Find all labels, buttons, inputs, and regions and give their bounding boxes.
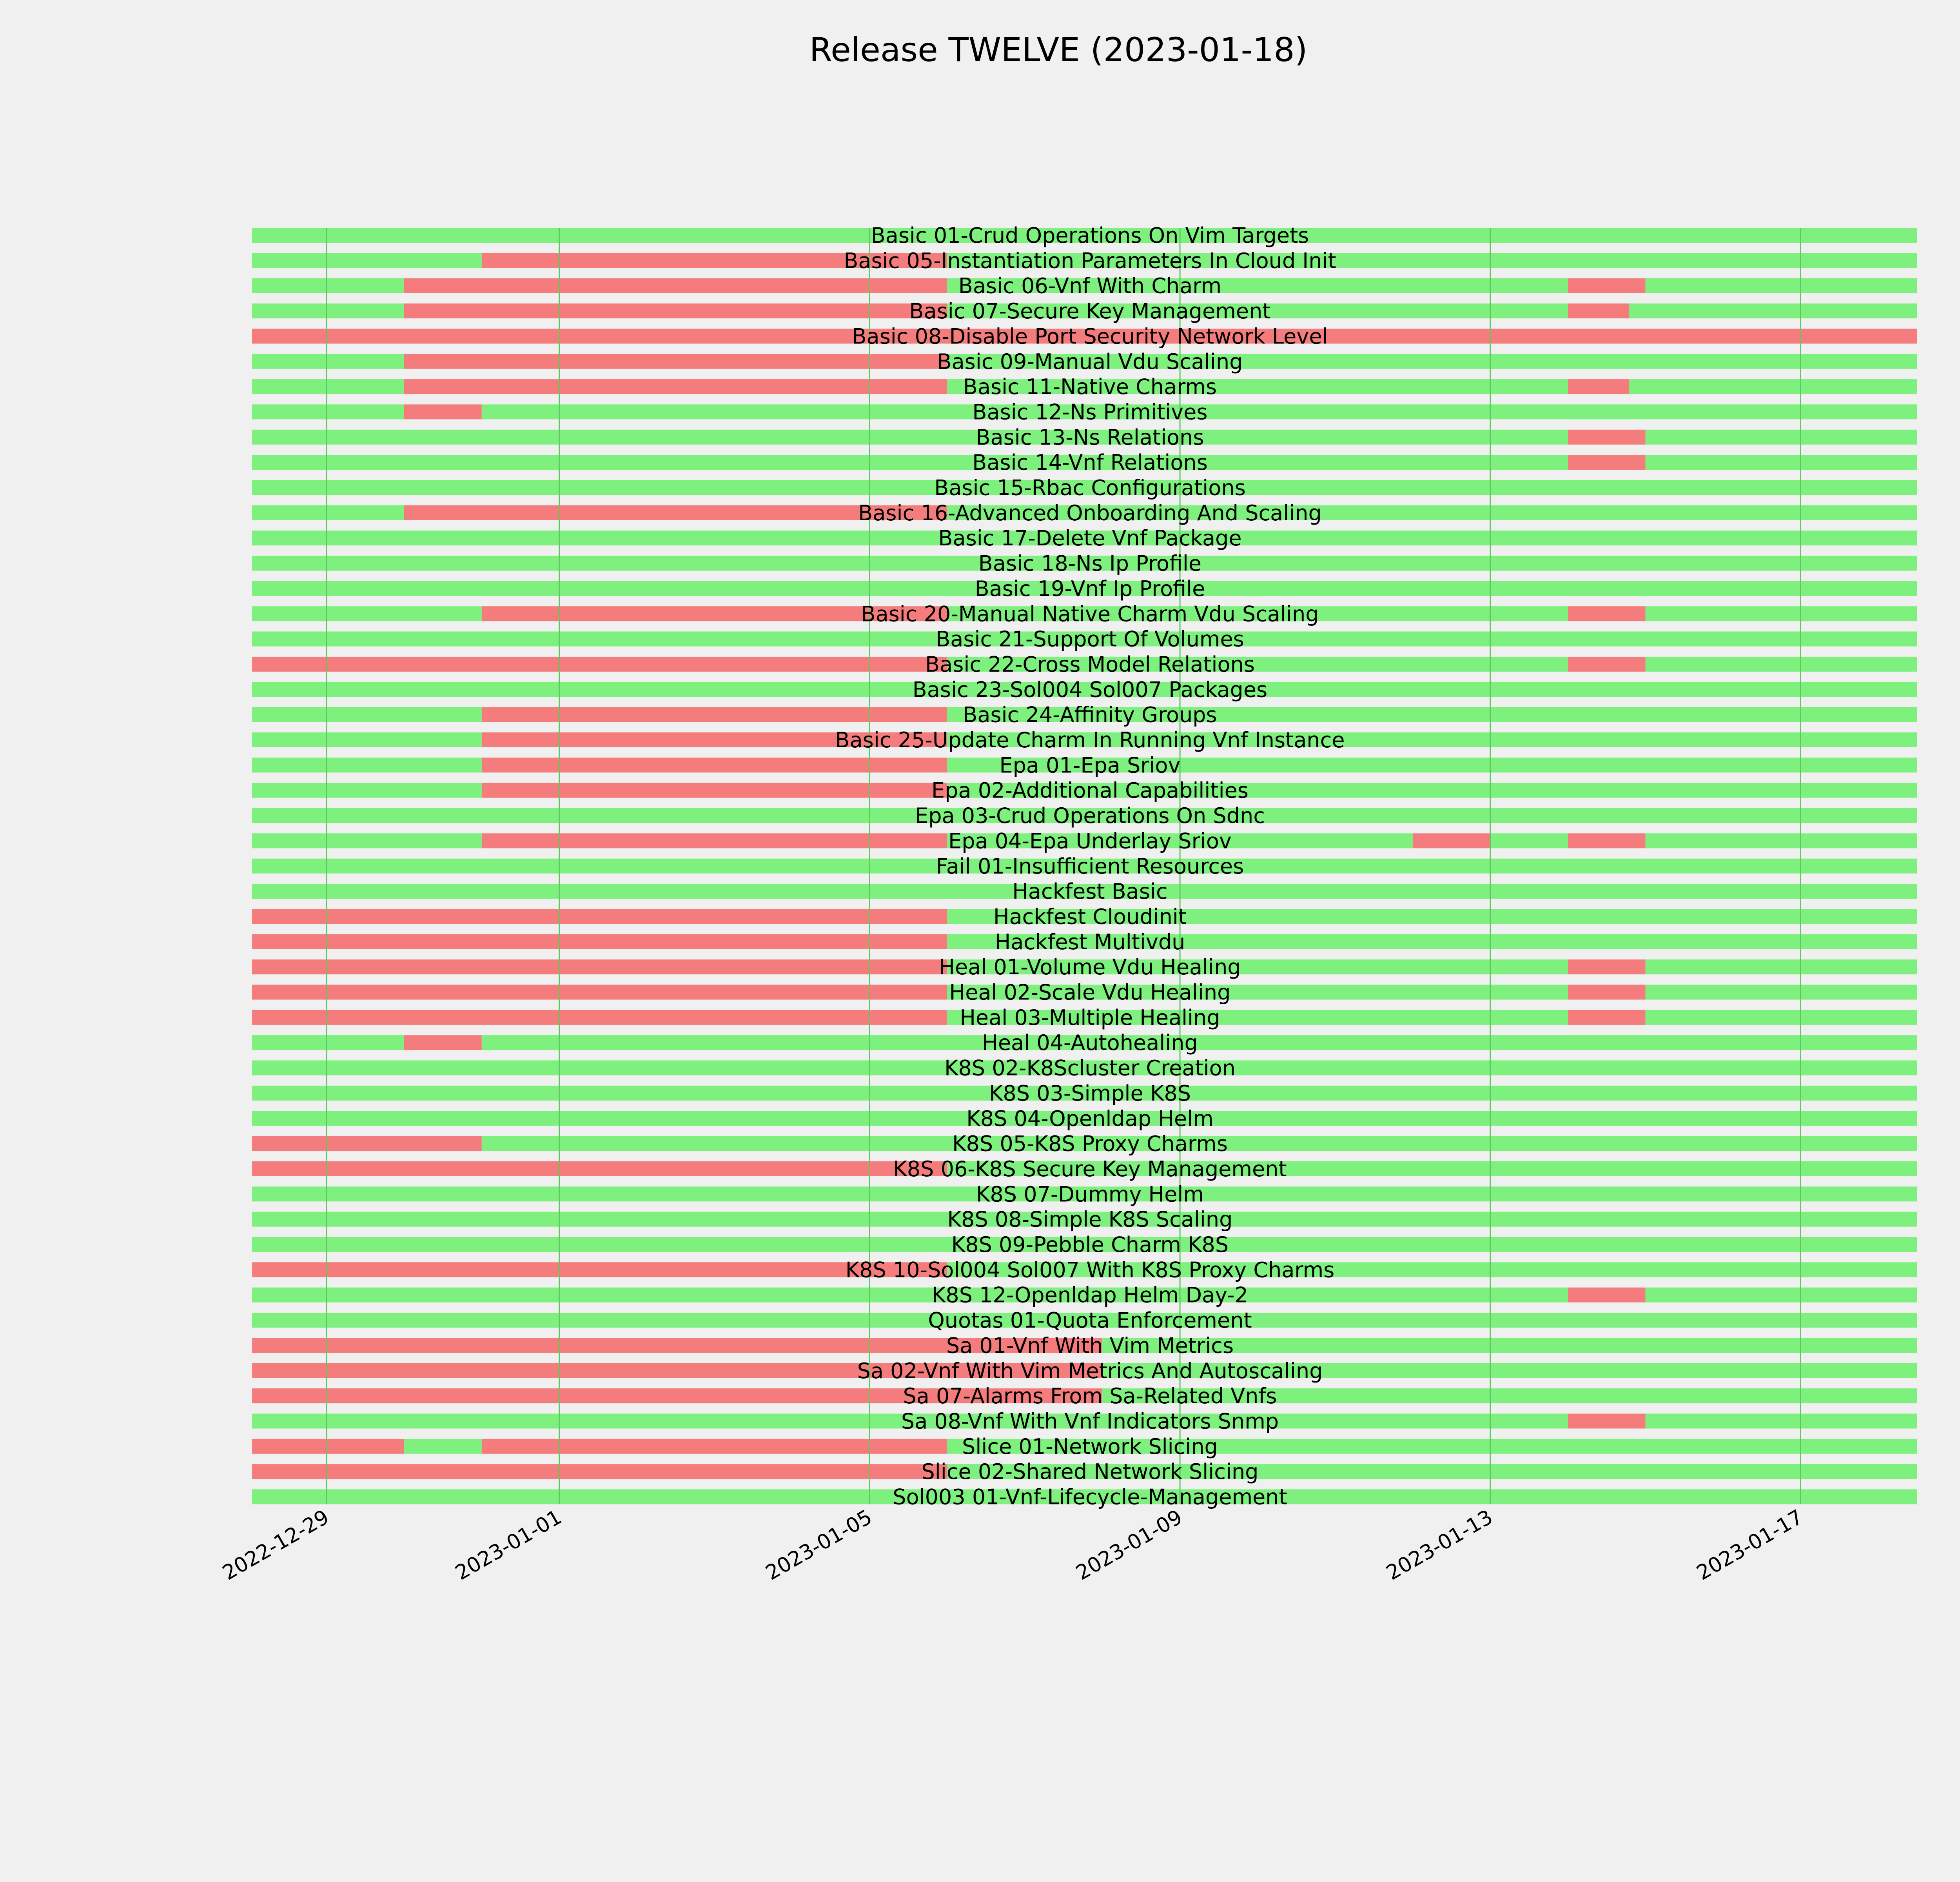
row-label: Basic 09-Manual Vdu Scaling — [937, 349, 1243, 374]
segment-fail — [1568, 1010, 1646, 1025]
x-tick-label: 2023-01-01 — [451, 1505, 566, 1585]
row-label: Sa 01-Vnf With Vim Metrics — [946, 1333, 1234, 1358]
segment-pass — [1646, 606, 1917, 621]
segment-fail — [252, 1010, 947, 1025]
segment-fail — [1568, 379, 1630, 394]
row-label: Basic 17-Delete Vnf Package — [938, 526, 1242, 551]
segment-fail — [1568, 1288, 1646, 1303]
row-label: Basic 18-Ns Ip Profile — [978, 551, 1202, 576]
row-label: Basic 22-Cross Model Relations — [925, 652, 1255, 677]
segment-pass — [252, 732, 482, 747]
segment-fail — [482, 1439, 947, 1454]
row-label: Epa 01-Epa Sriov — [999, 753, 1181, 778]
row-label: Basic 15-Rbac Configurations — [934, 475, 1246, 500]
segment-fail — [1413, 833, 1490, 848]
segment-pass — [252, 505, 404, 520]
segment-pass — [252, 1288, 1568, 1303]
segment-fail — [482, 707, 947, 722]
segment-fail — [482, 783, 947, 798]
row-label: Slice 01-Network Slicing — [962, 1434, 1218, 1459]
segment-fail — [1568, 959, 1646, 974]
segment-fail — [252, 1439, 404, 1454]
segment-fail — [1568, 455, 1646, 470]
row-label: Epa 02-Additional Capabilities — [931, 778, 1249, 803]
row-label: Basic 25-Update Charm In Running Vnf Instance — [835, 728, 1345, 752]
segment-pass — [1646, 959, 1917, 974]
segment-fail — [1568, 985, 1646, 1000]
segment-pass — [1646, 430, 1917, 445]
row-label: Basic 19-Vnf Ip Profile — [975, 576, 1205, 601]
segment-pass — [252, 253, 482, 268]
segment-fail — [1568, 657, 1646, 672]
row-label: Basic 21-Support Of Volumes — [936, 627, 1244, 652]
row-label: Basic 06-Vnf With Charm — [958, 273, 1222, 298]
segment-fail — [252, 657, 947, 672]
x-axis-ticks — [219, 1505, 1807, 1585]
segment-pass — [252, 833, 482, 848]
row-label: Sa 08-Vnf With Vnf Indicators Snmp — [901, 1409, 1279, 1434]
segment-pass — [252, 404, 404, 419]
row-label: Hackfest Cloudinit — [993, 904, 1187, 929]
segment-fail — [252, 1262, 947, 1277]
x-tick-label: 2023-01-13 — [1382, 1505, 1497, 1585]
segment-pass — [252, 606, 482, 621]
segment-pass — [1490, 833, 1568, 848]
row-label: Hackfest Multivdu — [995, 929, 1185, 954]
row-label: Basic 24-Affinity Groups — [963, 702, 1217, 727]
row-label: K8S 12-Openldap Helm Day-2 — [931, 1283, 1249, 1308]
row-label: Basic 01-Crud Operations On Vim Targets — [871, 223, 1309, 248]
segment-fail — [1568, 606, 1646, 621]
row-label: K8S 04-Openldap Helm — [966, 1106, 1214, 1131]
segment-fail — [252, 934, 947, 949]
segment-pass — [1646, 833, 1917, 848]
segment-pass — [252, 354, 404, 369]
segment-pass — [1646, 1010, 1917, 1025]
segment-pass — [1646, 455, 1917, 470]
segment-pass — [1646, 985, 1917, 1000]
segment-pass — [252, 707, 482, 722]
segment-fail — [1568, 278, 1646, 293]
segment-pass — [252, 455, 1568, 470]
row-label: Fail 01-Insufficient Resources — [936, 854, 1244, 879]
row-label: Basic 07-Secure Key Management — [909, 299, 1271, 324]
x-tick-label: 2023-01-09 — [1072, 1505, 1187, 1585]
segment-fail — [1568, 1413, 1646, 1428]
row-label: Basic 11-Native Charms — [963, 374, 1217, 400]
x-tick-label: 2023-01-05 — [762, 1505, 876, 1585]
segment-fail — [404, 354, 947, 369]
row-label: Heal 02-Scale Vdu Healing — [949, 980, 1231, 1005]
segment-pass — [404, 1439, 482, 1454]
row-label: Basic 16-Advanced Onboarding And Scaling — [858, 500, 1322, 525]
row-label: Basic 08-Disable Port Security Network Level — [852, 324, 1328, 349]
row-label: Heal 03-Multiple Healing — [960, 1005, 1220, 1030]
row-label: Heal 04-Autohealing — [982, 1030, 1198, 1055]
row-label: Sa 02-Vnf With Vim Metrics And Autoscaling — [857, 1358, 1323, 1383]
segment-fail — [252, 1161, 947, 1176]
segment-fail — [404, 303, 947, 318]
segment-pass — [1646, 657, 1917, 672]
row-label: Basic 23-Sol004 Sol007 Packages — [912, 677, 1268, 702]
row-label: Basic 13-Ns Relations — [976, 425, 1204, 450]
segment-pass — [1629, 379, 1917, 394]
row-label: Heal 01-Volume Vdu Healing — [939, 955, 1241, 980]
row-label: Slice 02-Shared Network Slicing — [921, 1459, 1259, 1484]
segment-fail — [482, 758, 947, 772]
segment-fail — [404, 278, 947, 293]
segment-pass — [1646, 1288, 1917, 1303]
segment-fail — [252, 1136, 482, 1151]
row-label: Basic 05-Instantiation Parameters In Cloud Init — [844, 248, 1336, 273]
x-tick-label: 2022-12-29 — [218, 1505, 333, 1585]
row-label: K8S 02-K8Scluster Creation — [944, 1055, 1236, 1081]
row-label: K8S 06-K8S Secure Key Management — [893, 1156, 1287, 1181]
segment-pass — [1629, 303, 1917, 318]
segment-pass — [482, 1035, 1917, 1050]
row-label: K8S 03-Simple K8S — [989, 1081, 1191, 1106]
row-label: K8S 05-K8S Proxy Charms — [952, 1131, 1228, 1156]
x-tick-label: 2023-01-17 — [1693, 1505, 1807, 1585]
segment-fail — [1568, 303, 1630, 318]
row-label: K8S 07-Dummy Helm — [976, 1182, 1204, 1207]
row-label: Hackfest Basic — [1012, 879, 1168, 904]
segment-pass — [252, 303, 404, 318]
segment-pass — [252, 430, 1568, 445]
row-label: Basic 20-Manual Native Charm Vdu Scaling — [861, 601, 1319, 627]
row-label: Sol003 01-Vnf-Lifecycle-Management — [893, 1484, 1287, 1510]
row-label: Basic 12-Ns Primitives — [972, 400, 1208, 425]
row-label: Sa 07-Alarms From Sa-Related Vnfs — [903, 1384, 1277, 1409]
row-label: Epa 04-Epa Underlay Sriov — [948, 828, 1232, 854]
row-label: K8S 08-Simple K8S Scaling — [947, 1207, 1233, 1232]
segment-fail — [404, 1035, 482, 1050]
row-label: K8S 09-Pebble Charm K8S — [951, 1232, 1229, 1257]
segment-pass — [1646, 1413, 1917, 1428]
segment-fail — [404, 379, 947, 394]
row-label: Epa 03-Crud Operations On Sdnc — [915, 803, 1265, 828]
segment-fail — [1568, 833, 1646, 848]
segment-pass — [252, 379, 404, 394]
segment-pass — [252, 1035, 404, 1050]
segment-fail — [482, 833, 947, 848]
segment-fail — [252, 1464, 947, 1479]
segment-fail — [1568, 430, 1646, 445]
segment-fail — [252, 959, 947, 974]
row-label: Quotas 01-Quota Enforcement — [928, 1308, 1252, 1333]
segment-pass — [252, 278, 404, 293]
segment-fail — [252, 909, 947, 924]
segment-fail — [252, 985, 947, 1000]
row-label: Basic 14-Vnf Relations — [972, 450, 1208, 475]
segment-pass — [252, 758, 482, 772]
segment-fail — [404, 404, 482, 419]
chart-title: Release TWELVE (2023-01-18) — [809, 31, 1308, 69]
segment-pass — [252, 783, 482, 798]
segment-pass — [1646, 278, 1917, 293]
row-label: K8S 10-Sol004 Sol007 With K8S Proxy Charms — [845, 1257, 1335, 1283]
